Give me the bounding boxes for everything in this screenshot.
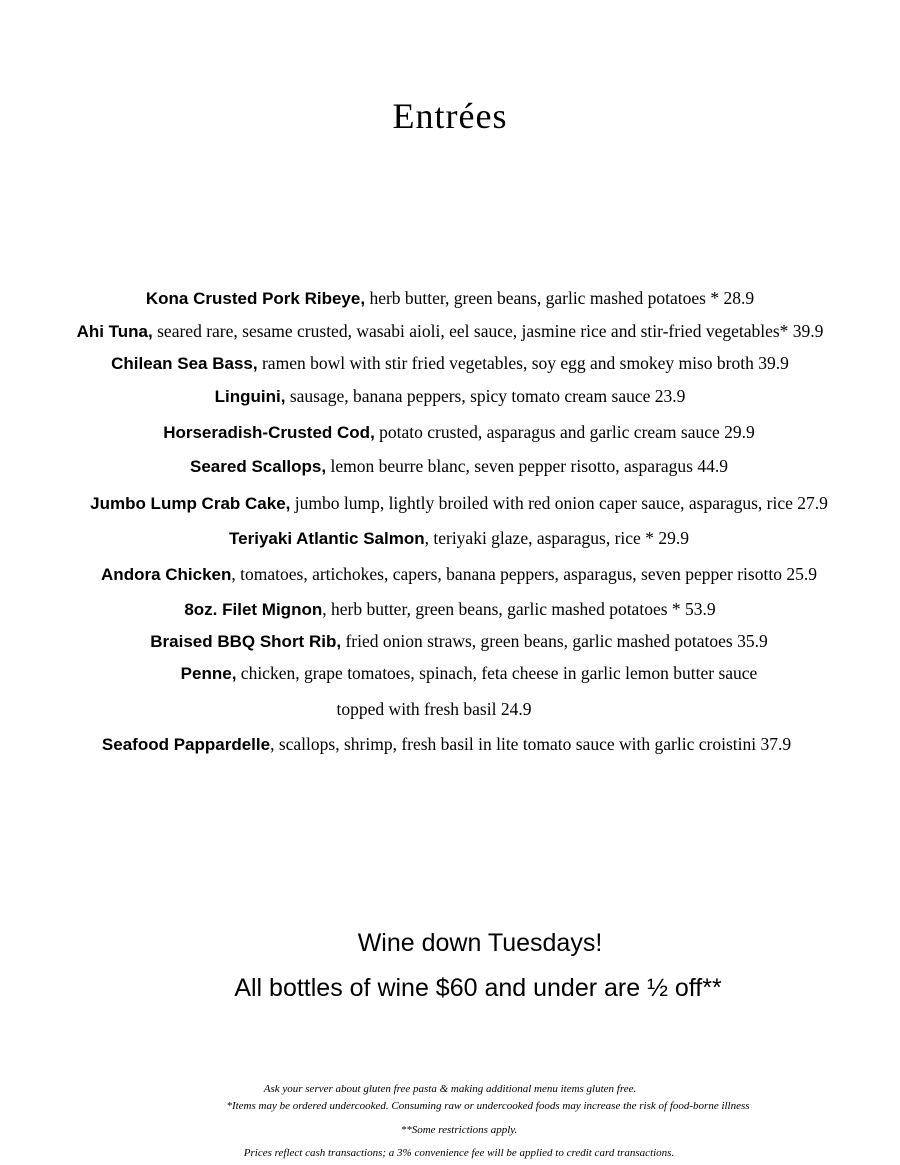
- dish-name: Ahi Tuna,: [76, 322, 153, 341]
- dish-name: Linguini,: [214, 387, 286, 406]
- dish-name: Seafood Pappardelle: [101, 735, 271, 754]
- dish-description: , tomatoes, artichokes, capers, banana peppers, asparagus, seven pepper risotto 25.9: [231, 564, 817, 584]
- menu-item: [0, 528, 900, 549]
- dish-description: chicken, grape tomatoes, spinach, feta cheese in garlic lemon butter sauce: [236, 663, 758, 683]
- dish-name: Teriyaki Atlantic Salmon: [229, 529, 425, 548]
- menu-item: [0, 353, 900, 374]
- dish-name: Andora Chicken: [101, 565, 232, 584]
- dish-name: Horseradish-Crusted Cod,: [163, 423, 375, 442]
- menu-item: [0, 631, 900, 652]
- menu-item: [0, 422, 900, 443]
- dish-description: , herb butter, green beans, garlic mashed potatoes * 53.9: [322, 599, 716, 619]
- dish-name: Chilean Sea Bass,: [111, 354, 258, 373]
- dish-description: potato crusted, asparagus and garlic cream sauce 29.9: [374, 422, 755, 442]
- dish-name: Braised BBQ Short Rib,: [150, 632, 342, 651]
- menu-item: [0, 386, 900, 407]
- dish-description: jumbo lump, lightly broiled with red onion caper sauce, asparagus, rice 27.9: [290, 493, 828, 513]
- menu-item-continuation: [0, 699, 868, 720]
- menu-item: [0, 734, 893, 755]
- dish-description: , teriyaki glaze, asparagus, rice * 29.9: [424, 528, 689, 548]
- menu-item: [0, 321, 900, 342]
- dish-description: lemon beurre blanc, seven pepper risotto, asparagus 44.9: [326, 456, 728, 476]
- dish-description: topped with fresh basil 24.9: [336, 699, 532, 719]
- dish-description: seared rare, sesame crusted, wasabi aioli, eel sauce, jasmine rice and stir-fried vegetables* 39.9: [152, 321, 824, 341]
- dish-description: sausage, banana peppers, spicy tomato cream sauce 23.9: [285, 386, 686, 406]
- promo-offer: All bottles of wine $60 and under are ½ off**: [234, 974, 722, 1002]
- page-title: Entrées: [392, 96, 508, 136]
- dish-description: fried onion straws, green beans, garlic mashed potatoes 35.9: [341, 631, 768, 651]
- dish-name: Penne,: [180, 664, 237, 683]
- footnote-restrictions: **Some restrictions apply.: [400, 1124, 518, 1136]
- menu-item: [0, 564, 900, 585]
- dish-description: herb butter, green beans, garlic mashed potatoes * 28.9: [365, 288, 755, 308]
- dish-name: 8oz. Filet Mignon: [184, 600, 323, 619]
- menu-item: [0, 493, 900, 514]
- dish-name: Jumbo Lump Crab Cake,: [90, 494, 291, 513]
- footnote-gluten: Ask your server about gluten free pasta & making additional menu items gluten free.: [263, 1083, 637, 1095]
- footnote-undercooked: *Items may be ordered undercooked. Consuming raw or undercooked foods may increase the risk of food-borne illness: [226, 1100, 750, 1112]
- promo-heading: Wine down Tuesdays!: [357, 929, 603, 957]
- menu-item: [0, 663, 900, 684]
- menu-item: [0, 288, 900, 309]
- dish-description: , scallops, shrimp, fresh basil in lite tomato sauce with garlic croistini 37.9: [270, 734, 792, 754]
- menu-item: [0, 456, 900, 477]
- dish-description: ramen bowl with stir fried vegetables, soy egg and smokey miso broth 39.9: [257, 353, 789, 373]
- dish-name: Kona Crusted Pork Ribeye,: [145, 289, 366, 308]
- menu-item: [0, 599, 900, 620]
- footnote-pricing: Prices reflect cash transactions; a 3% convenience fee will be applied to credit card transactions.: [243, 1147, 675, 1159]
- dish-name: Seared Scallops,: [190, 457, 327, 476]
